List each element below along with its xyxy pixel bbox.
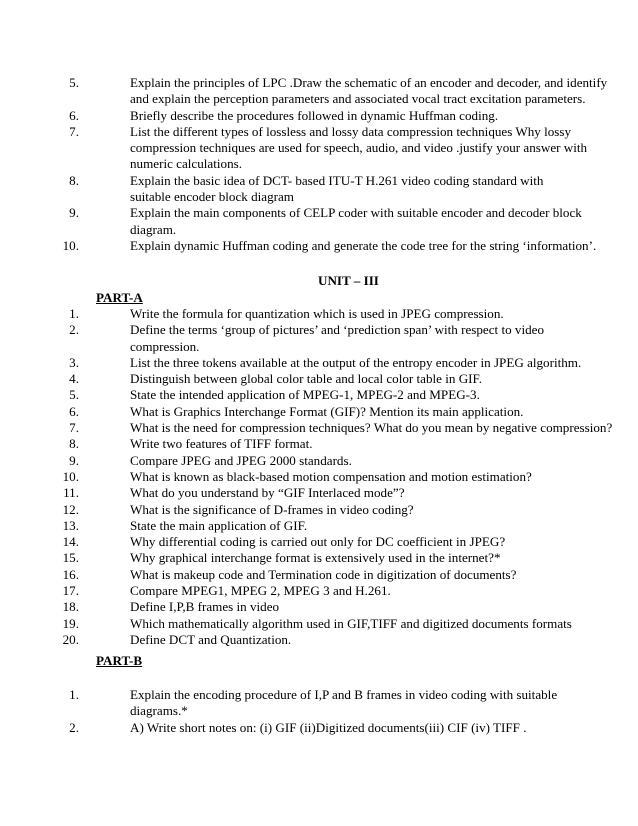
question-text-line: Compare MPEG1, MPEG 2, MPEG 3 and H.261.: [130, 583, 391, 599]
question-text-line: Explain the encoding procedure of I,P and B frames in video coding with suitable: [130, 687, 558, 702]
question-number: 20.: [62, 631, 79, 647]
question-number: 4.: [69, 371, 79, 387]
question-number: 1.: [69, 687, 79, 702]
question-number: 9.: [69, 452, 79, 468]
question-number: 18.: [62, 599, 79, 615]
list-item: [0, 453, 595, 469]
question-number: 3.: [69, 354, 79, 370]
question-number: 10.: [62, 468, 79, 484]
question-text-line: Explain the main components of CELP coder with suitable encoder and decoder block: [130, 205, 582, 221]
question-text-line: What is the significance of D-frames in video coding?: [130, 501, 414, 517]
question-number: 5.: [69, 75, 79, 90]
question-text-line: List the different types of lossless and lossy data compression techniques Why lossy: [130, 123, 571, 139]
question-text-line: suitable encoder block diagram: [130, 189, 294, 205]
list-item: [0, 420, 613, 436]
question-text-line: Why differential coding is carried out only for DC coefficient in JPEG?: [130, 534, 506, 550]
list-item: [0, 567, 595, 583]
question-text-line: Define DCT and Quantization.: [130, 631, 292, 647]
question-text-line: diagrams.*: [130, 703, 188, 719]
question-text-line: Define I,P,B frames in video: [130, 599, 280, 615]
question-number: 14.: [62, 534, 79, 550]
list-item: [0, 534, 595, 550]
question-text-line: Explain the principles of LPC .Draw the schematic of an encoder and decoder, and identify: [130, 75, 608, 90]
list-item: [0, 355, 595, 371]
question-number: 7.: [69, 420, 79, 436]
question-number: 5.: [69, 387, 79, 403]
question-number: 9.: [69, 205, 79, 221]
question-text-line: What is makeup code and Termination code in digitization of documents?: [130, 566, 517, 582]
question-text-line: State the intended application of MPEG-1, MPEG-2 and MPEG-3.: [130, 387, 480, 403]
list-item: [0, 322, 595, 355]
question-text-line: diagram.: [130, 221, 177, 237]
list-item: [0, 404, 595, 420]
question-text-line: numeric calculations.: [130, 156, 242, 172]
question-text-line: Write the formula for quantization which is used in JPEG compression.: [130, 306, 504, 321]
list-item: [0, 485, 595, 501]
question-number: 19.: [62, 615, 79, 631]
list-item: [0, 550, 595, 566]
part-a-heading: PART-A: [96, 290, 143, 305]
part-b-heading: PART-B: [96, 653, 143, 668]
question-number: 12.: [62, 501, 79, 517]
question-number: 15.: [62, 550, 79, 566]
question-number: 8.: [69, 436, 79, 452]
list-item: [0, 502, 595, 518]
question-number: 8.: [69, 172, 79, 188]
question-text-line: Explain the basic idea of DCT- based ITU-T H.261 video coding standard with: [130, 172, 544, 188]
question-text-line: What is known as black-based motion compensation and motion estimation?: [130, 468, 532, 484]
question-text-line: What do you understand by “GIF Interlaced mode”?: [130, 485, 405, 501]
question-number: 1.: [69, 306, 79, 321]
unit-heading: UNIT – III: [318, 273, 379, 288]
question-text-line: Write two features of TIFF format.: [130, 436, 313, 452]
part-a-question-list: [0, 306, 613, 648]
question-number: 2.: [69, 719, 79, 735]
question-text-line: Distinguish between global color table and local color table in GIF.: [130, 371, 483, 387]
question-text-line: Compare JPEG and JPEG 2000 standards.: [130, 452, 352, 468]
question-text-line: Define the terms ‘group of pictures’ and ‘prediction span’ with respect to video: [130, 322, 545, 338]
question-text-line: What is Graphics Interchange Format (GIF)? Mention its main application.: [130, 403, 524, 419]
question-number: 6.: [69, 403, 79, 419]
list-item: [0, 205, 595, 238]
list-item: [0, 173, 595, 206]
list-item: [0, 238, 595, 254]
question-number: 17.: [62, 583, 79, 599]
list-item: [0, 436, 595, 452]
question-number: 11.: [63, 485, 79, 501]
list-item: [0, 124, 595, 173]
list-item: [0, 583, 595, 599]
list-item: [0, 469, 595, 485]
question-number: 13.: [62, 517, 79, 533]
question-text-line: compression techniques are used for speech, audio, and video .justify your answer with: [130, 140, 588, 156]
question-text-line: Which mathematically algorithm used in GIF,TIFF and digitized documents formats: [130, 615, 572, 631]
list-item: [0, 599, 595, 615]
list-item: [0, 632, 595, 648]
list-item: [0, 616, 595, 632]
continued-question-list: [0, 75, 608, 254]
question-text-line: What is the need for compression techniques? What do you mean by negative compression?: [130, 420, 613, 436]
question-text-line: State the main application of GIF.: [130, 517, 308, 533]
question-number: 7.: [69, 123, 79, 139]
list-item: [0, 108, 595, 124]
question-text-line: A) Write short notes on: (i) GIF (ii)Digitized documents(iii) CIF (iv) TIFF .: [130, 719, 527, 735]
list-item: [0, 387, 595, 403]
question-number: 10.: [62, 237, 79, 253]
list-item: [0, 687, 595, 720]
list-item: [0, 75, 608, 108]
question-number: 16.: [62, 566, 79, 582]
question-text-line: Briefly describe the procedures followed in dynamic Huffman coding.: [130, 107, 499, 123]
list-item: [0, 371, 595, 387]
question-text-line: and explain the perception parameters and associated vocal tract excitation parameters.: [130, 91, 586, 107]
list-item: [0, 306, 595, 322]
question-text-line: Why graphical interchange format is extensively used in the internet?*: [130, 550, 501, 566]
part-b-question-list: [0, 687, 595, 736]
question-text-line: compression.: [130, 338, 200, 354]
question-number: 6.: [69, 107, 79, 123]
list-item: [0, 720, 595, 736]
question-number: 2.: [69, 322, 79, 338]
question-text-line: List the three tokens available at the output of the entropy encoder in JPEG algorithm.: [130, 354, 582, 370]
list-item: [0, 518, 595, 534]
question-text-line: Explain dynamic Huffman coding and generate the code tree for the string ‘information’.: [130, 237, 597, 253]
